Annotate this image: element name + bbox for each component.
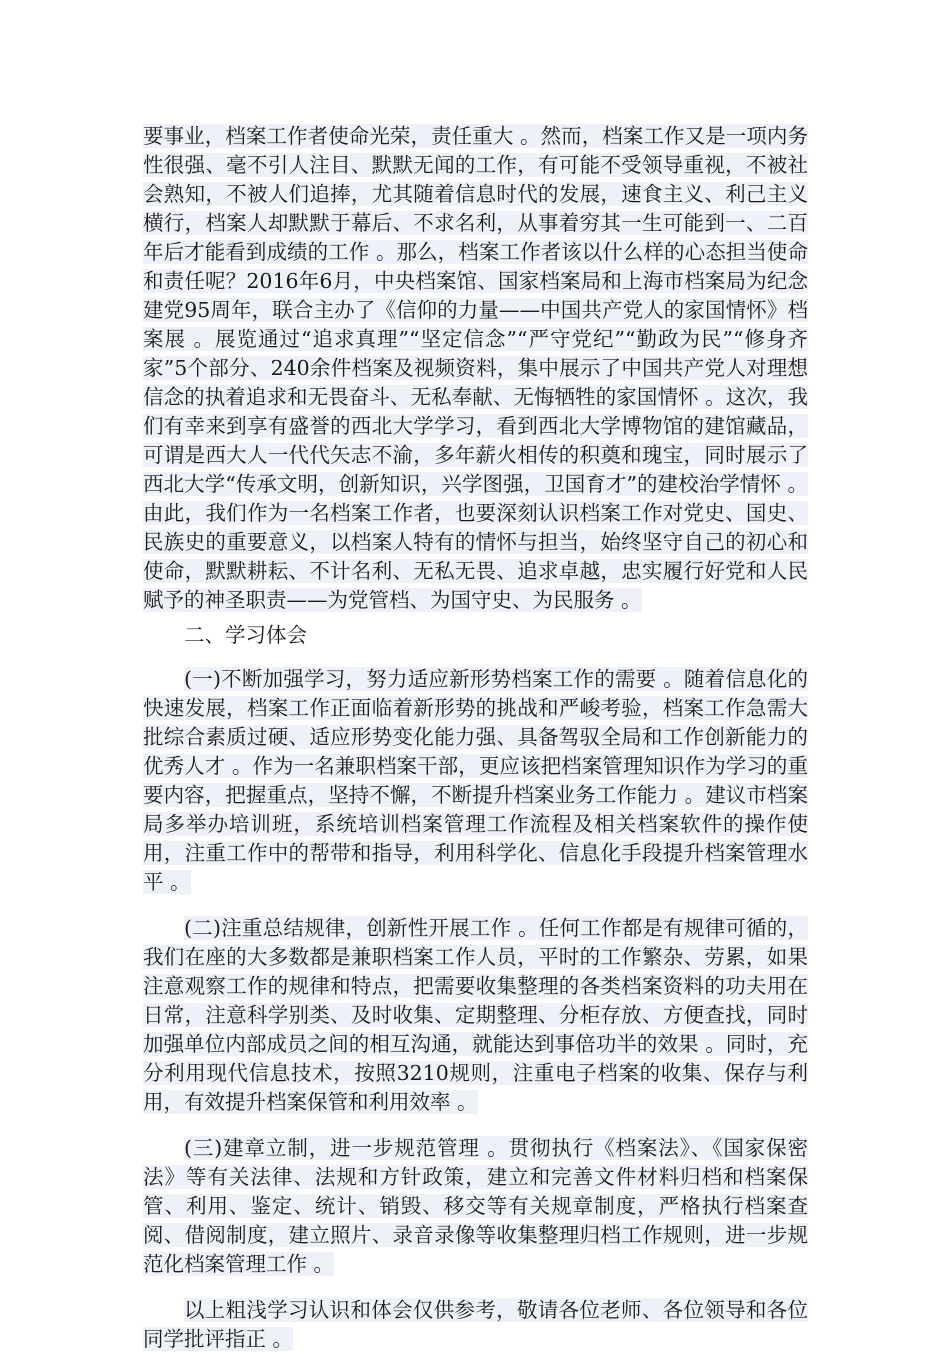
paragraph-text: (二)注重总结规律，创新性开展工作 。任何工作都是有规律可循的，我们在座的大多数都是兼职档案工作人员，平时的工作繁杂、劳累，如果注意观察工作的规律和特点，把需要收集整理的各类档案资料的功夫用在日常，注意科学别类、及时收集、定期整理、分柜存放、方便查找，同时加强单位内部成员之间的相互沟通，就能达到事倍功半的效果 。同时，充分利用现代信息技术，按照3210规则，注重电子档案的收集、保存与利用，有效提升档案保管和利用效率 。 xyxy=(143,916,808,1114)
section-heading-learning-insights xyxy=(143,621,808,650)
paragraph-item-2 xyxy=(143,914,808,1117)
paragraph-text: 以上粗浅学习认识和体会仅供参考，敬请各位老师、各位领导和各位同学批评指正 。 xyxy=(143,1298,808,1351)
paragraph-text: 要事业，档案工作者使命光荣，责任重大 。然而，档案工作又是一项内务性很强、毫不引人注目、默默无闻的工作，有可能不受领导重视，不被社会熟知，不被人们追捧，尤其随着信息时代的发展，速食主义、利己主义横行，档案人却默默于幕后、不求名利，从事着穷其一生可能到一、二百年后才能看到成绩的工作 。那么，档案工作者该以什么样的心态担当使命和责任呢？2016年6月，中央档案馆、国家档案局和上海市档案局为纪念建党95周年，联合主办了《信仰的力量——中国共产党人的家国情怀》档案展 。展览通过“追求真理”“坚定信念”“严守党纪”“勤政为民”“修身齐家”5个部分、240余件档案及视频资料，集中展示了中国共产党人对理想信念的执着追求和无畏奋斗、无私奉献、无悔牺牲的家国情怀 。这次，我们有幸来到享有盛誉的西北大学学习，看到西北大学博物馆的建馆藏品，可谓是西大人一代代矢志不渝，多年薪火相传的积奠和瑰宝，同时展示了西北大学“传承文明，创新知识，兴学图强，卫国育才”的建校治学情怀 。由此，我们作为一名档案工作者，也要深刻认识档案工作对党史、国史、民族史的重要意义，以档案人特有的情怀与担当，始终坚守自己的初心和使命，默默耕耘、不计名利、无私无畏、追求卓越，忠实履行好党和人民赋予的神圣职责——为党管档、为国守史、为民服务 。 xyxy=(143,124,808,612)
heading-text: 二、学习体会 xyxy=(184,623,307,647)
paragraph-text: (一)不断加强学习，努力适应新形势档案工作的需要 。随着信息化的快速发展，档案工作正面临着新形势的挑战和严峻考验，档案工作急需大批综合素质过硬、适应形势变化能力强、具备驾驭全局和工作创新能力的优秀人才 。作为一名兼职档案干部，更应该把档案管理知识作为学习的重要内容，把握重点，坚持不懈，不断提升档案业务工作能力 。建议市档案局多举办培训班，系统培训档案管理工作流程及相关档案软件的操作使用，注重工作中的帮带和指导，利用科学化、信息化手段提升档案管理水平 。 xyxy=(143,667,808,894)
paragraph-closing xyxy=(143,1296,808,1354)
paragraph-continuation xyxy=(143,122,808,615)
paragraph-item-3 xyxy=(143,1134,808,1279)
document-page xyxy=(143,122,808,1354)
paragraph-text: (三)建章立制，进一步规范管理 。贯彻执行《档案法》、《国家保密法》等有关法律、法规和方针政策，建立和完善文件材料归档和档案保管、利用、鉴定、统计、销毁、移交等有关规章制度，严格执行档案查阅、借阅制度，建立照片、录音录像等收集整理归档工作规则，进一步规范化档案管理工作 。 xyxy=(143,1136,808,1276)
paragraph-item-1 xyxy=(143,665,808,897)
